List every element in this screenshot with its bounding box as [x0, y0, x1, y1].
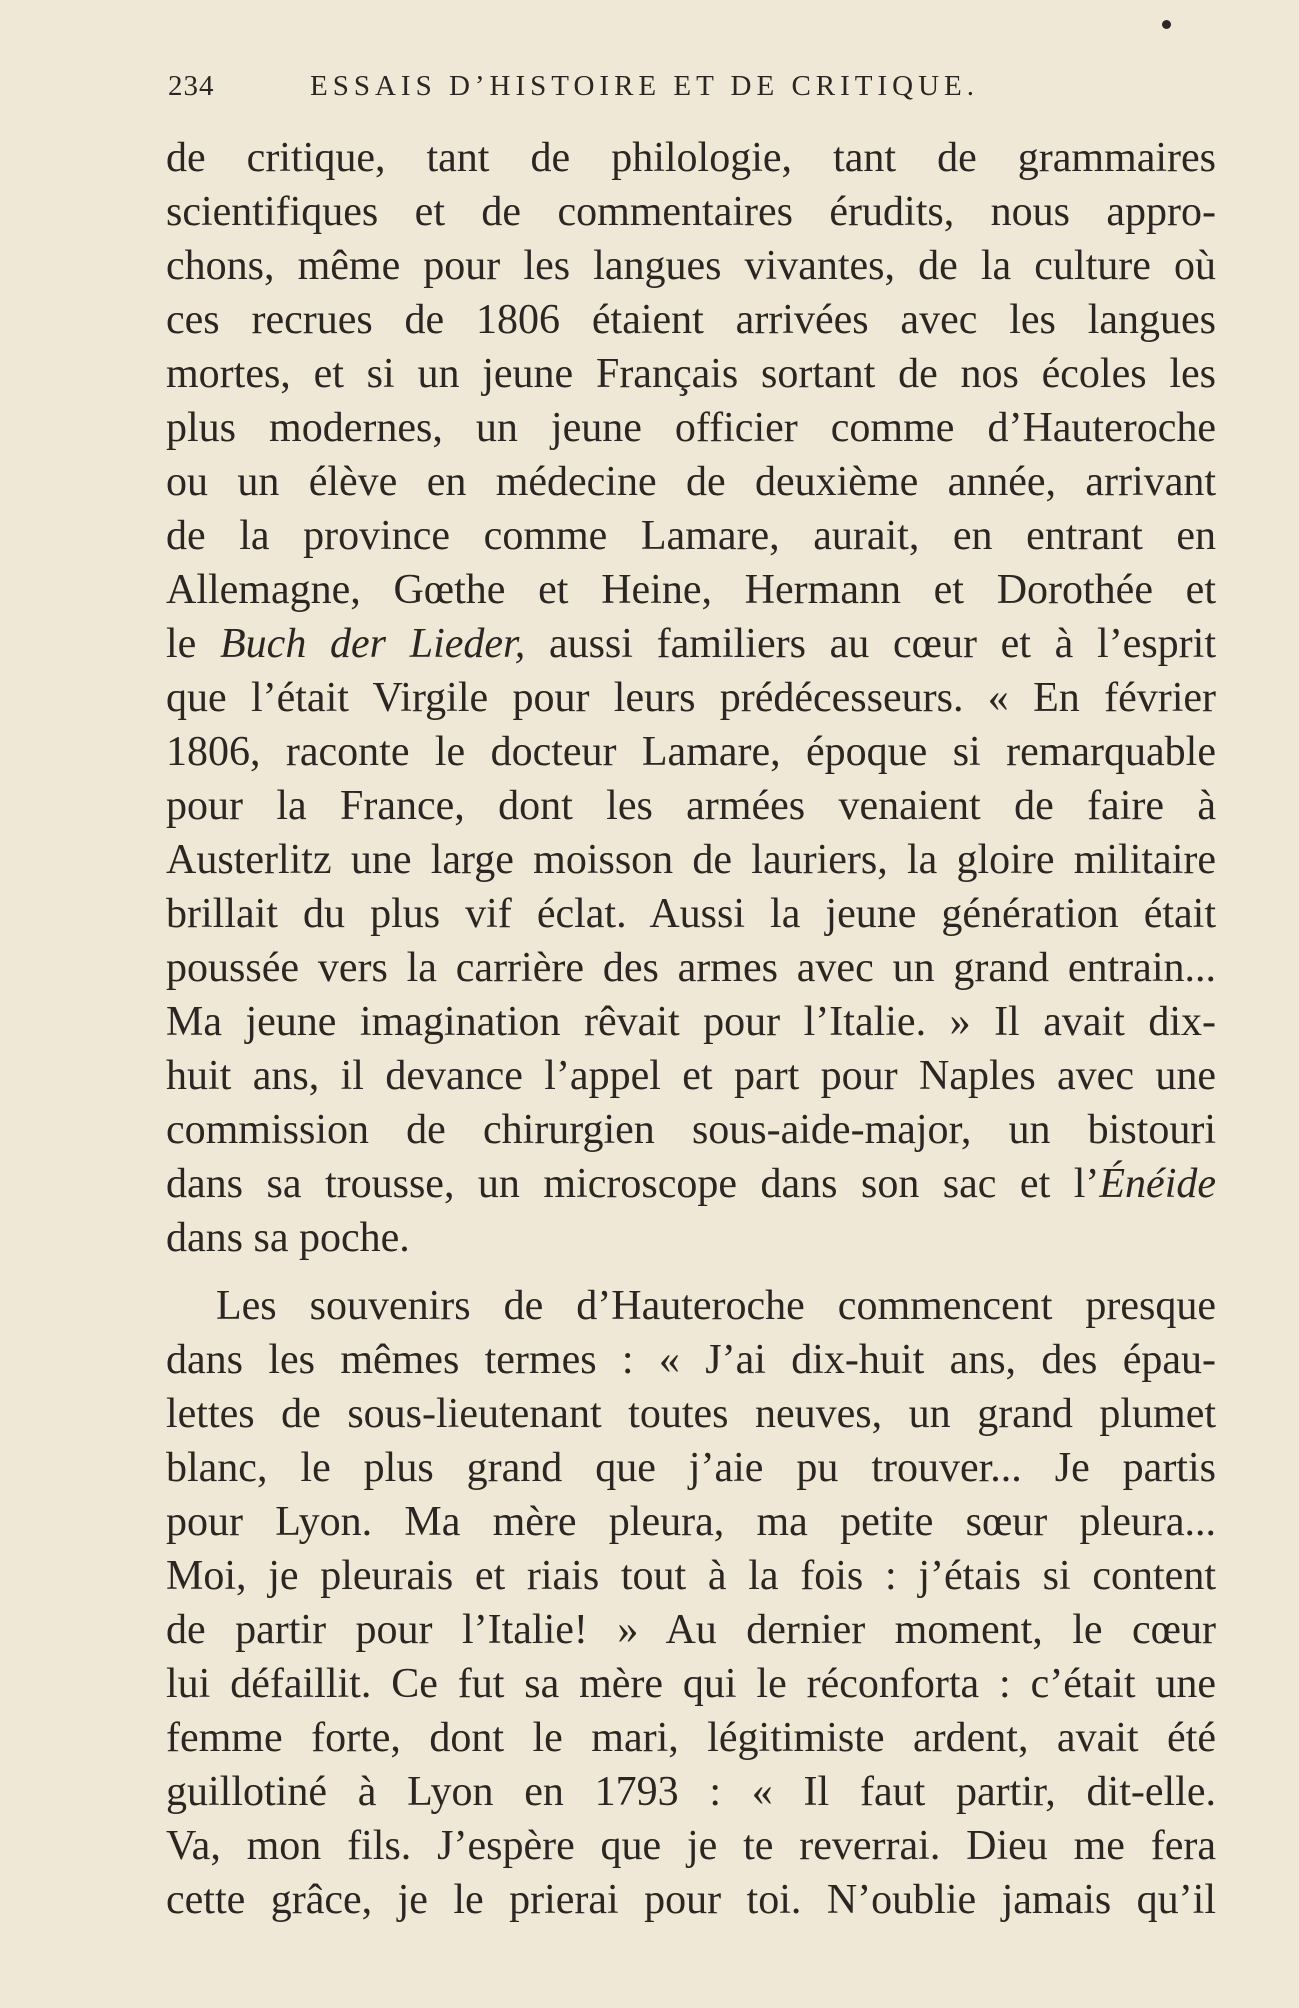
- text-line: pour Lyon. Ma mère pleura, ma petite sœur pleura...: [166, 1499, 1216, 1545]
- text-line: chons, même pour les langues vivantes, de la culture où: [166, 243, 1216, 289]
- text-line: Ma jeune imagination rêvait pour l’Italie. » Il avait dix-: [166, 999, 1216, 1045]
- text-line: dans sa poche.: [166, 1215, 410, 1261]
- italic-title: Énéide: [1099, 1161, 1216, 1207]
- text-line: cette grâce, je le prierai pour toi. N’oublie jamais qu’il: [166, 1877, 1216, 1923]
- text-line: de critique, tant de philologie, tant de grammaires: [166, 135, 1216, 181]
- text-line: pour la France, dont les armées venaient de faire à: [166, 783, 1216, 829]
- running-title: ESSAIS D’HISTOIRE ET DE CRITIQUE.: [310, 70, 980, 102]
- text-line: guillotiné à Lyon en 1793 : « Il faut partir, dit-elle.: [166, 1769, 1216, 1815]
- running-header: [168, 70, 1108, 110]
- text-line: huit ans, il devance l’appel et part pour Naples avec une: [166, 1053, 1216, 1099]
- text-line: plus modernes, un jeune officier comme d’Hauteroche: [166, 405, 1216, 451]
- text-line: [166, 1157, 1216, 1211]
- text-line: Austerlitz une large moisson de lauriers, la gloire militaire: [166, 837, 1216, 883]
- text-line: ou un élève en médecine de deuxième année, arrivant: [166, 459, 1216, 505]
- text-segment: aussi familiers au cœur et à l’esprit: [525, 621, 1216, 667]
- text-line: blanc, le plus grand que j’aie pu trouver... Je partis: [166, 1445, 1216, 1491]
- text-line: Les souvenirs de d’Hauteroche commencent presque: [216, 1283, 1216, 1329]
- text-line: [166, 617, 1216, 671]
- text-line: mortes, et si un jeune Français sortant de nos écoles les: [166, 351, 1216, 397]
- text-line: Moi, je pleurais et riais tout à la fois : j’étais si content: [166, 1553, 1216, 1599]
- text-segment: le: [166, 621, 221, 667]
- paragraph-gap: [166, 1265, 1216, 1279]
- text-segment: dans sa trousse, un microscope dans son sac et l’: [166, 1161, 1100, 1207]
- text-line: ces recrues de 1806 étaient arrivées avec les langues: [166, 297, 1216, 343]
- printer-mark: [1162, 20, 1171, 29]
- text-line: de la province comme Lamare, aurait, en entrant en: [166, 513, 1216, 559]
- text-line: Va, mon fils. J’espère que je te reverrai. Dieu me fera: [166, 1823, 1216, 1869]
- body-text: [166, 131, 1216, 1927]
- text-line: 1806, raconte le docteur Lamare, époque si remarquable: [166, 729, 1216, 775]
- text-line: scientifiques et de commentaires érudits, nous appro-: [166, 189, 1216, 235]
- text-line: poussée vers la carrière des armes avec un grand entrain...: [166, 945, 1216, 991]
- text-line: que l’était Virgile pour leurs prédécesseurs. « En février: [166, 675, 1216, 721]
- text-line: commission de chirurgien sous-aide-major, un bistouri: [166, 1107, 1216, 1153]
- italic-title: Buch der Lieder,: [220, 621, 526, 667]
- text-line: brillait du plus vif éclat. Aussi la jeune génération était: [166, 891, 1216, 937]
- text-line: femme forte, dont le mari, légitimiste ardent, avait été: [166, 1715, 1216, 1761]
- text-line: de partir pour l’Italie! » Au dernier moment, le cœur: [166, 1607, 1216, 1653]
- text-line: dans les mêmes termes : « J’ai dix-huit ans, des épau-: [166, 1337, 1216, 1383]
- text-line: lui défaillit. Ce fut sa mère qui le réconforta : c’était une: [166, 1661, 1216, 1707]
- text-line: lettes de sous-lieutenant toutes neuves, un grand plumet: [166, 1391, 1216, 1437]
- text-line: Allemagne, Gœthe et Heine, Hermann et Dorothée et: [166, 567, 1216, 613]
- page-number: 234: [168, 70, 215, 102]
